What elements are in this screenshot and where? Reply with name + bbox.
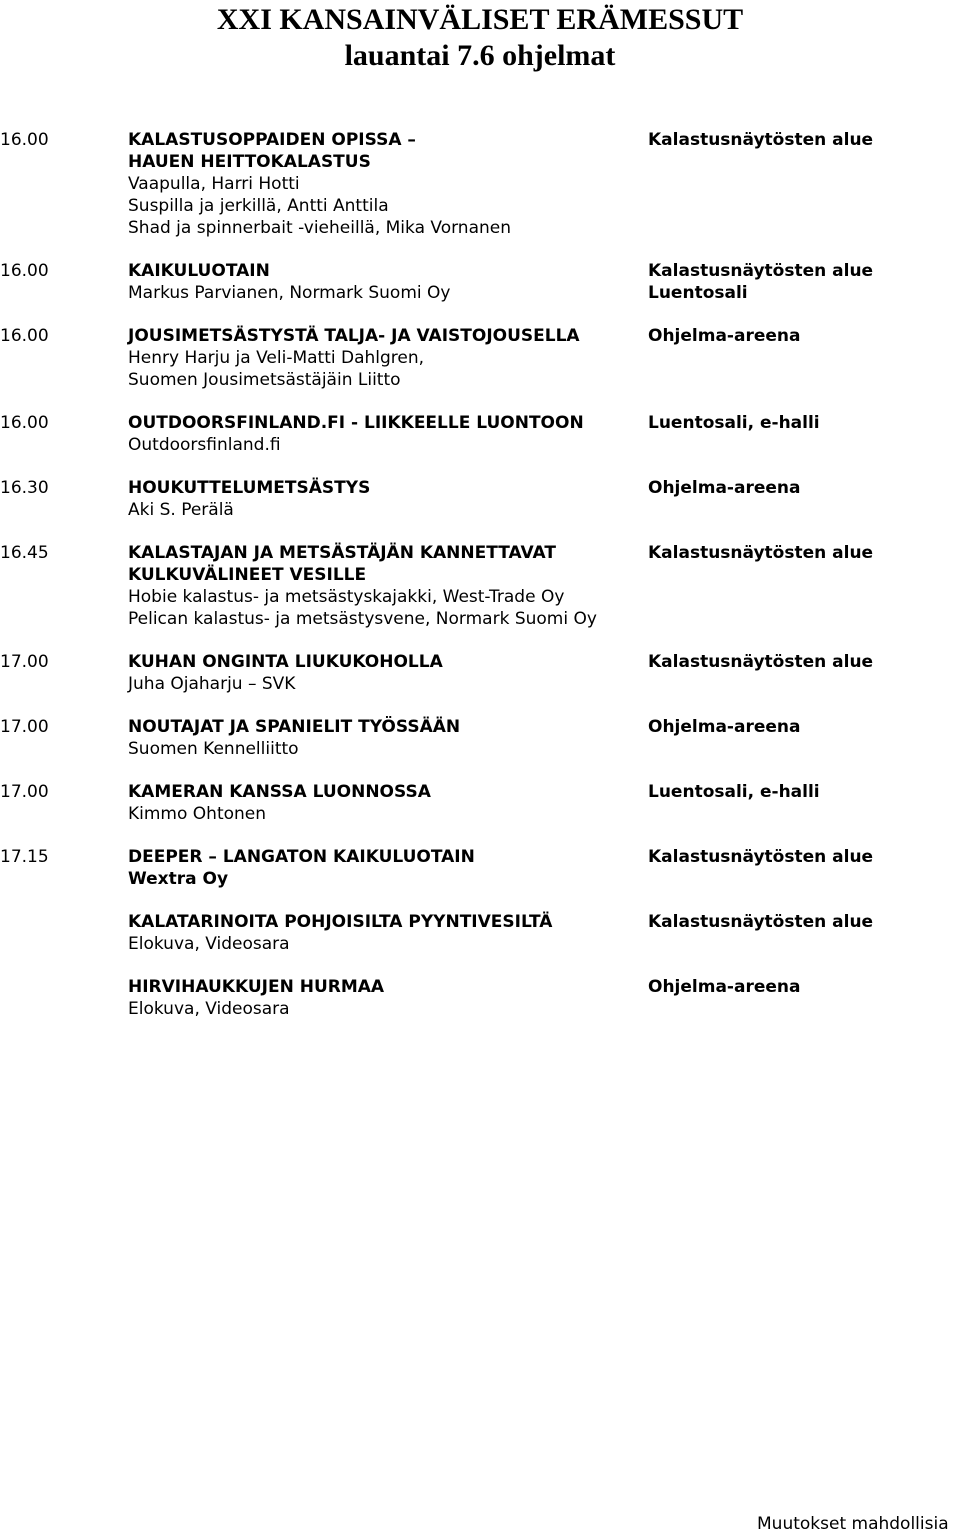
entry-time: 16.00 <box>0 326 49 346</box>
schedule-entry <box>0 129 960 239</box>
entry-location: Ohjelma-areena <box>648 977 801 997</box>
entry-content <box>128 716 638 760</box>
entry-heading: KALATARINOITA POHJOISILTA PYYNTIVESILTÄ <box>128 912 553 932</box>
entry-time: 16.00 <box>0 130 49 150</box>
page-header <box>0 0 960 75</box>
entry-location: Ohjelma-areena <box>648 478 801 498</box>
entry-detail: Outdoorsfinland.fi <box>128 435 281 455</box>
schedule-entry <box>0 781 960 825</box>
entry-content <box>128 651 638 695</box>
entry-time: 16.30 <box>0 478 49 498</box>
schedule-entry <box>0 651 960 695</box>
entry-content <box>128 129 638 239</box>
schedule-entry <box>0 477 960 521</box>
entry-detail: Markus Parvianen, Normark Suomi Oy <box>128 283 451 303</box>
entry-content <box>128 325 638 391</box>
entry-location: Kalastusnäytösten alue Luentosali <box>648 261 874 303</box>
entry-heading: KUHAN ONGINTA LIUKUKOHOLLA <box>128 652 443 672</box>
entry-detail: Suomen Kennelliitto <box>128 739 299 759</box>
entry-heading: KAMERAN KANSSA LUONNOSSA <box>128 782 431 802</box>
entry-time: 16.45 <box>0 543 49 563</box>
entry-content <box>128 477 638 521</box>
entry-heading: OUTDOORSFINLAND.FI - LIIKKEELLE LUONTOON <box>128 413 584 433</box>
entry-heading: DEEPER – LANGATON KAIKULUOTAIN Wextra Oy <box>128 847 475 889</box>
entry-location: Kalastusnäytösten alue <box>648 912 874 932</box>
entry-heading: JOUSIMETSÄSTYSTÄ TALJA- JA VAISTOJOUSELLA <box>128 326 580 346</box>
schedule-entry <box>0 911 960 955</box>
schedule-entry <box>0 412 960 456</box>
schedule-entry <box>0 325 960 391</box>
entry-time: 17.00 <box>0 782 49 802</box>
schedule-entry <box>0 542 960 630</box>
entry-location: Kalastusnäytösten alue <box>648 847 874 867</box>
entry-detail: Juha Ojaharju – SVK <box>128 674 296 694</box>
entry-location: Kalastusnäytösten alue <box>648 130 874 150</box>
entry-location: Ohjelma-areena <box>648 326 801 346</box>
schedule-list <box>0 129 960 1041</box>
schedule-entry <box>0 260 960 304</box>
entry-detail: Henry Harju ja Veli-Matti Dahlgren, Suomen Jousimetsästäjäin Liitto <box>128 348 425 390</box>
entry-content <box>128 542 638 630</box>
entry-time: 16.00 <box>0 413 49 433</box>
entry-detail: Hobie kalastus- ja metsästyskajakki, West-Trade Oy Pelican kalastus- ja metsästysvene, Normark Suomi Oy <box>128 587 597 629</box>
schedule-entry <box>0 976 960 1020</box>
entry-heading: NOUTAJAT JA SPANIELIT TYÖSSÄÄN <box>128 717 461 737</box>
entry-time: 16.00 <box>0 261 49 281</box>
entry-heading: KALASTUSOPPAIDEN OPISSA – HAUEN HEITTOKALASTUS <box>128 130 416 172</box>
entry-content <box>128 412 638 456</box>
entry-content <box>128 911 638 955</box>
entry-detail: Kimmo Ohtonen <box>128 804 267 824</box>
entry-time: 17.15 <box>0 847 49 867</box>
entry-detail: Aki S. Perälä <box>128 500 234 520</box>
entry-time: 17.00 <box>0 652 49 672</box>
entry-content <box>128 976 638 1020</box>
page-subtitle: lauantai 7.6 ohjelmat <box>344 39 616 72</box>
schedule-entry <box>0 716 960 760</box>
entry-location: Ohjelma-areena <box>648 717 801 737</box>
entry-heading: KALASTAJAN JA METSÄSTÄJÄN KANNETTAVAT KULKUVÄLINEET VESILLE <box>128 543 556 585</box>
entry-time: 17.00 <box>0 717 49 737</box>
entry-heading: KAIKULUOTAIN <box>128 261 270 281</box>
entry-location: Kalastusnäytösten alue <box>648 652 874 672</box>
entry-content <box>128 260 638 304</box>
entry-location: Luentosali, e-halli <box>648 413 820 433</box>
schedule-entry <box>0 846 960 890</box>
entry-detail: Vaapulla, Harri Hotti Suspilla ja jerkillä, Antti Anttila Shad ja spinnerbait -vieheillä, Mika Vornanen <box>128 174 511 238</box>
entry-location: Luentosali, e-halli <box>648 782 820 802</box>
entry-detail: Elokuva, Videosara <box>128 999 290 1019</box>
entry-detail: Elokuva, Videosara <box>128 934 290 954</box>
footer-note: Muutokset mahdollisia <box>757 1514 949 1534</box>
entry-location: Kalastusnäytösten alue <box>648 543 874 563</box>
entry-heading: HIRVIHAUKKUJEN HURMAA <box>128 977 385 997</box>
page-title: XXI KANSAINVÄLISET ERÄMESSUT <box>216 3 744 36</box>
entry-heading: HOUKUTTELUMETSÄSTYS <box>128 478 371 498</box>
entry-content <box>128 846 638 890</box>
entry-content <box>128 781 638 825</box>
